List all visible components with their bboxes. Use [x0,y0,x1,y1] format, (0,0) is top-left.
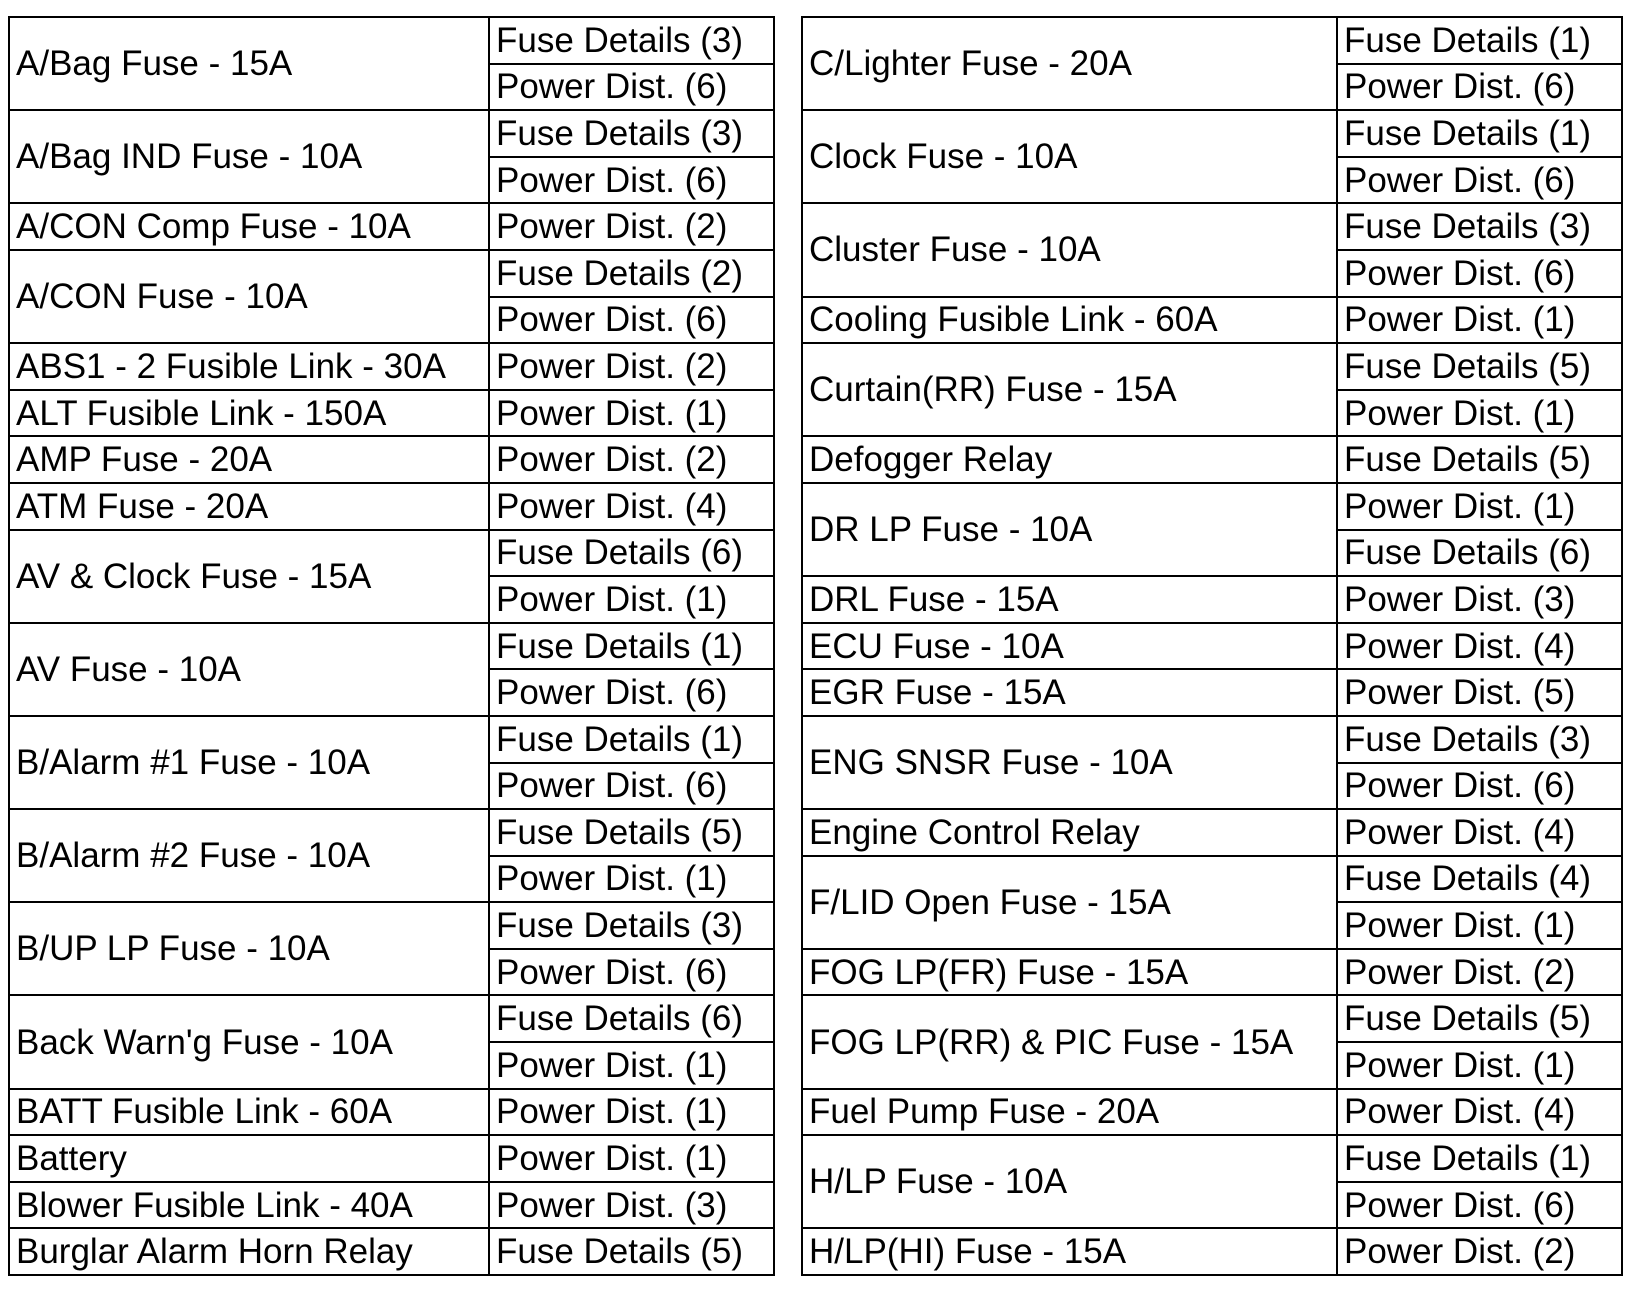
reference-cell: Power Dist. (6) [489,297,774,344]
reference-cell: Power Dist. (6) [1337,157,1622,204]
reference-cell: Fuse Details (5) [1337,436,1622,483]
reference-cell: Power Dist. (1) [489,1135,774,1182]
reference-cell: Fuse Details (6) [1337,530,1622,577]
reference-cell: Fuse Details (1) [489,716,774,763]
table-row [9,809,774,856]
component-name-cell: H/LP Fuse - 10A [802,1135,1337,1228]
component-name-cell: A/CON Comp Fuse - 10A [9,203,489,250]
table-row [802,949,1622,996]
component-name-cell: B/Alarm #2 Fuse - 10A [9,809,489,902]
reference-cell: Fuse Details (6) [489,530,774,577]
component-name-cell: AMP Fuse - 20A [9,436,489,483]
table-row [9,483,774,530]
reference-cell: Power Dist. (5) [1337,669,1622,716]
reference-cell: Power Dist. (6) [489,949,774,996]
reference-cell: Power Dist. (4) [1337,1089,1622,1136]
table-row [9,902,774,949]
component-name-cell: B/UP LP Fuse - 10A [9,902,489,995]
reference-cell: Power Dist. (4) [1337,809,1622,856]
table-row [802,623,1622,670]
table-row [802,483,1622,530]
reference-cell: Power Dist. (4) [489,483,774,530]
component-name-cell: ABS1 - 2 Fusible Link - 30A [9,343,489,390]
table-row [9,203,774,250]
component-name-cell: EGR Fuse - 15A [802,669,1337,716]
component-name-cell: DRL Fuse - 15A [802,576,1337,623]
component-name-cell: Fuel Pump Fuse - 20A [802,1089,1337,1136]
table-row [802,17,1622,64]
table-row [9,436,774,483]
table-row [9,530,774,577]
table-row [802,716,1622,763]
reference-cell: Fuse Details (5) [1337,995,1622,1042]
component-name-cell: C/Lighter Fuse - 20A [802,17,1337,110]
reference-cell: Power Dist. (6) [489,669,774,716]
table-row [9,250,774,297]
reference-cell: Power Dist. (2) [1337,949,1622,996]
reference-cell: Fuse Details (3) [1337,203,1622,250]
reference-cell: Power Dist. (6) [1337,1182,1622,1229]
reference-cell: Fuse Details (5) [1337,343,1622,390]
reference-cell: Power Dist. (6) [1337,64,1622,111]
table-row [802,576,1622,623]
component-name-cell: FOG LP(FR) Fuse - 15A [802,949,1337,996]
component-name-cell: A/Bag IND Fuse - 10A [9,110,489,203]
table-row [802,669,1622,716]
component-name-cell: BATT Fusible Link - 60A [9,1089,489,1136]
table-row [9,995,774,1042]
reference-cell: Power Dist. (2) [1337,1228,1622,1275]
component-name-cell: ALT Fusible Link - 150A [9,390,489,437]
component-name-cell: Back Warn'g Fuse - 10A [9,995,489,1088]
reference-cell: Fuse Details (1) [1337,17,1622,64]
table-row [802,1135,1622,1182]
reference-cell: Fuse Details (3) [489,17,774,64]
reference-cell: Fuse Details (3) [1337,716,1622,763]
component-name-cell: Defogger Relay [802,436,1337,483]
table-row [802,856,1622,903]
table-row [9,17,774,64]
reference-cell: Fuse Details (3) [489,902,774,949]
table-row [802,995,1622,1042]
component-name-cell: B/Alarm #1 Fuse - 10A [9,716,489,809]
component-name-cell: DR LP Fuse - 10A [802,483,1337,576]
reference-cell: Power Dist. (2) [489,436,774,483]
component-name-cell: Curtain(RR) Fuse - 15A [802,343,1337,436]
table-row [802,343,1622,390]
right-fuse-table [801,16,1623,1276]
reference-cell: Power Dist. (2) [489,203,774,250]
reference-cell: Fuse Details (2) [489,250,774,297]
table-row [802,110,1622,157]
component-name-cell: ECU Fuse - 10A [802,623,1337,670]
table-row [9,1228,774,1275]
reference-cell: Power Dist. (1) [489,390,774,437]
component-name-cell: Cluster Fuse - 10A [802,203,1337,296]
component-name-cell: Engine Control Relay [802,809,1337,856]
component-name-cell: ATM Fuse - 20A [9,483,489,530]
component-name-cell: F/LID Open Fuse - 15A [802,856,1337,949]
table-row [9,343,774,390]
table-row [9,390,774,437]
reference-cell: Fuse Details (5) [489,809,774,856]
component-name-cell: Blower Fusible Link - 40A [9,1182,489,1229]
reference-cell: Power Dist. (3) [1337,576,1622,623]
table-row [9,1089,774,1136]
reference-cell: Fuse Details (1) [1337,110,1622,157]
reference-cell: Power Dist. (2) [489,343,774,390]
reference-cell: Power Dist. (1) [489,576,774,623]
table-row [9,1135,774,1182]
reference-cell: Fuse Details (4) [1337,856,1622,903]
component-name-cell: Clock Fuse - 10A [802,110,1337,203]
reference-cell: Power Dist. (1) [489,1042,774,1089]
reference-cell: Power Dist. (1) [1337,390,1622,437]
table-row [802,203,1622,250]
reference-cell: Power Dist. (1) [1337,1042,1622,1089]
reference-cell: Fuse Details (3) [489,110,774,157]
component-name-cell: A/CON Fuse - 10A [9,250,489,343]
reference-cell: Power Dist. (6) [489,64,774,111]
table-row [9,1182,774,1229]
reference-cell: Power Dist. (6) [1337,763,1622,810]
table-row [802,1089,1622,1136]
reference-cell: Power Dist. (6) [489,763,774,810]
reference-cell: Fuse Details (1) [489,623,774,670]
component-name-cell: AV Fuse - 10A [9,623,489,716]
reference-cell: Fuse Details (5) [489,1228,774,1275]
reference-cell: Power Dist. (4) [1337,623,1622,670]
reference-cell: Power Dist. (6) [489,157,774,204]
table-row [802,1228,1622,1275]
reference-cell: Power Dist. (1) [489,856,774,903]
left-fuse-table [8,16,775,1276]
table-row [9,110,774,157]
component-name-cell: ENG SNSR Fuse - 10A [802,716,1337,809]
table-row [802,297,1622,344]
reference-cell: Power Dist. (1) [1337,297,1622,344]
table-row [9,716,774,763]
reference-cell: Power Dist. (1) [1337,483,1622,530]
table-row [802,436,1622,483]
table-row [9,623,774,670]
reference-cell: Power Dist. (3) [489,1182,774,1229]
reference-cell: Fuse Details (1) [1337,1135,1622,1182]
component-name-cell: FOG LP(RR) & PIC Fuse - 15A [802,995,1337,1088]
component-name-cell: Battery [9,1135,489,1182]
component-name-cell: Burglar Alarm Horn Relay [9,1228,489,1275]
component-name-cell: A/Bag Fuse - 15A [9,17,489,110]
component-name-cell: AV & Clock Fuse - 15A [9,530,489,623]
reference-cell: Power Dist. (1) [489,1089,774,1136]
reference-cell: Fuse Details (6) [489,995,774,1042]
component-name-cell: Cooling Fusible Link - 60A [802,297,1337,344]
reference-cell: Power Dist. (1) [1337,902,1622,949]
component-name-cell: H/LP(HI) Fuse - 15A [802,1228,1337,1275]
table-row [802,809,1622,856]
reference-cell: Power Dist. (6) [1337,250,1622,297]
